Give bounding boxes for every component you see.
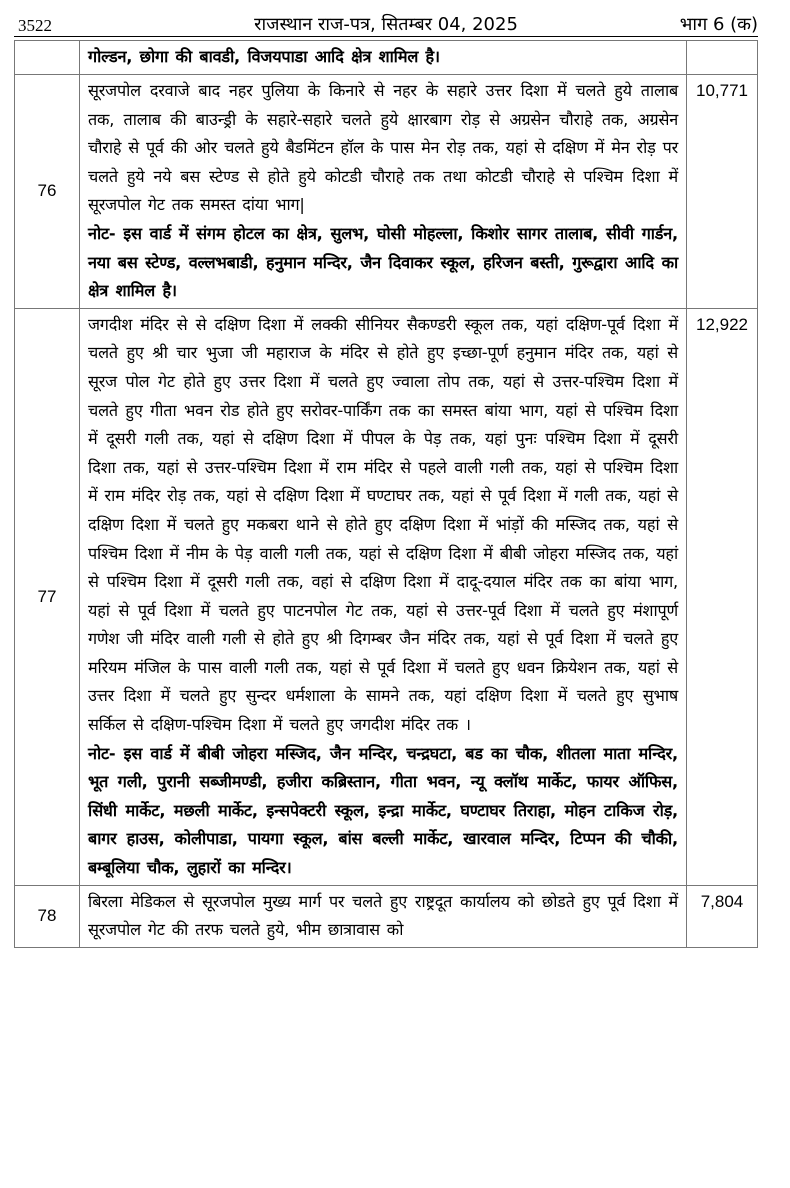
boundary-text: बिरला मेडिकल से सूरजपोल मुख्य मार्ग पर चलते हुए राष्ट्रदूत कार्यालय को छोडते हुए पूर्व दिशा में सूरजपोल गेट की तरफ चलते हुये, भीम छात्रावास को [88,891,678,940]
ward-description [80,308,687,885]
ward-number [15,41,80,75]
ward-number: 76 [15,75,80,309]
boundary-text: सूरजपोल दरवाजे बाद नहर पुलिया के किनारे से नहर के सहारे उत्तर दिशा में चलते हुये तालाब तक, तालाब की बाउन्ड्री के सहारे-सहारे चलते हुये क्षारबाग रोड़ से अग्रसेन चौराहे तक, अग्रसेन चौराहे से पूर्व की ओर चलते हुये बैडमिंटन हॉल के पास मेन रोड़ तक, यहां से दक्षिण में मेन रोड़ पर चलते हुये नये बस स्टेण्ड से होते हुये कोटडी चौराहे तक तथा कोटडी चौराहे से पश्चिम दिशा में सूरजपोल गेट तक समस्त दांया भाग| [88,81,678,215]
gazette-title: राजस्थान राज-पत्र, सितम्बर 04, 2025 [254,14,518,35]
ward-population: 10,771 [687,75,758,309]
ward-note: गोल्डन, छोगा की बावडी, विजयपाडा आदि क्षेत्र शामिल है। [88,47,440,66]
ward-description [80,75,687,309]
ward-description [80,885,687,947]
boundary-text: जगदीश मंदिर से से दक्षिण दिशा में लक्की सीनियर सैकण्डरी स्कूल तक, यहां दक्षिण-पूर्व दिशा में चलते हुए श्री चार भुजा जी महाराज के मंदिर से होते हुए इच्छा-पूर्ण हनुमान मंदिर तक, यहां से सूरज पोल गेट होते हुए उत्तर दिशा में चलते हुए ज्वाला तोप तक, यहां से उत्तर-पश्चिम दिशा में चलते हुए गीता भवन रोड होते हुए सरोवर-पार्किंग तक का समस्त बांया भाग, यहां से पश्चिम दिशा में दूसरी गली तक, यहां से दक्षिण दिशा में पीपल के पेड़ तक, यहां पुनः पश्चिम दिशा में दूसरी दिशा तक, यहां से उत्तर-पश्चिम दिशा में राम मंदिर से पहले वाली गली तक, यहां से पश्चिम दिशा में राम मंदिर रोड़ तक, यहां से दक्षिण दिशा में घण्टाघर तक, यहां से पूर्व दिशा में गली तक, यहां से दक्षिण दिशा में चलते हुए मकबरा थाने से होते हुए दक्षिण दिशा में भांड़ों की मस्जिद तक, यहां से पश्चिम दिशा में नीम के पेड़ वाली गली तक, यहां से दक्षिण दिशा में बीबी जोहरा मस्जिद तक, यहां से पश्चिम दिशा में दूसरी गली तक, वहां से दक्षिण दिशा में दादू-दयाल मंदिर तक का बांया भाग, यहां से पूर्व दिशा में चलते हुए पाटनपोल गेट तक, यहां से उत्तर-पूर्व दिशा में चलते हुए मंशापूर्ण गणेश जी मंदिर वाली गली से होते हुए श्री दिगम्बर जैन मंदिर तक, यहां से पूर्व दिशा में चलते हुए मरियम मंजिल के पास वाली गली तक, यहां से पूर्व दिशा में चलते हुए धवन क्रियेशन तक, यहां से उत्तर दिशा में चलते हुए सुन्दर धर्मशाला के सामने तक, यहां दक्षिण दिशा में चलते हुए सुभाष सर्किल से दक्षिण-पश्चिम दिशा में चलते हुए जगदीश मंदिर तक । [88,314,678,735]
table-row [15,885,758,947]
ward-population: 12,922 [687,308,758,885]
ward-note: नोट- इस वार्ड में बीबी जोहरा मस्जिद, जैन मन्दिर, चन्द्रघटा, बड का चौक, शीतला माता मन्दिर, भूत गली, पुरानी सब्जीमण्डी, हजीरा कब्रिस्तान, गीता भवन, न्यू क्लॉथ मार्केट, फायर ऑफिस, सिंधी मार्केट, मछली मार्केट, इन्सपेक्टरी स्कूल, इन्द्रा मार्केट, घण्टाघर तिराहा, मोहन टाकिज रोड़, बागर हाउस, कोलीपाडा, पायगा स्कूल, बांस बल्ली मार्केट, खारवाल मन्दिर, टिप्पन की चौकी, बम्बूलिया चौक, लुहारों का मन्दिर। [88,743,678,878]
ward-description [80,41,687,75]
ward-number: 78 [15,885,80,947]
ward-note: नोट- इस वार्ड में संगम होटल का क्षेत्र, सुलभ, घोसी मोहल्ला, किशोर सागर तालाब, सीवी गार्डन, नया बस स्टेण्ड, वल्लभबाडी, हनुमान मन्दिर, जैन दिवाकर स्कूल, हरिजन बस्ती, गुरूद्वारा आदि का क्षेत्र शामिल है। [88,223,678,301]
table-row [15,75,758,309]
part-label: भाग 6 (क) [679,14,758,35]
table-row [15,41,758,75]
ward-population: 7,804 [687,885,758,947]
page-header [14,10,758,37]
ward-population [687,41,758,75]
page-number: 3522 [18,16,52,35]
table-row [15,308,758,885]
ward-boundary-table [14,40,758,948]
ward-number: 77 [15,308,80,885]
